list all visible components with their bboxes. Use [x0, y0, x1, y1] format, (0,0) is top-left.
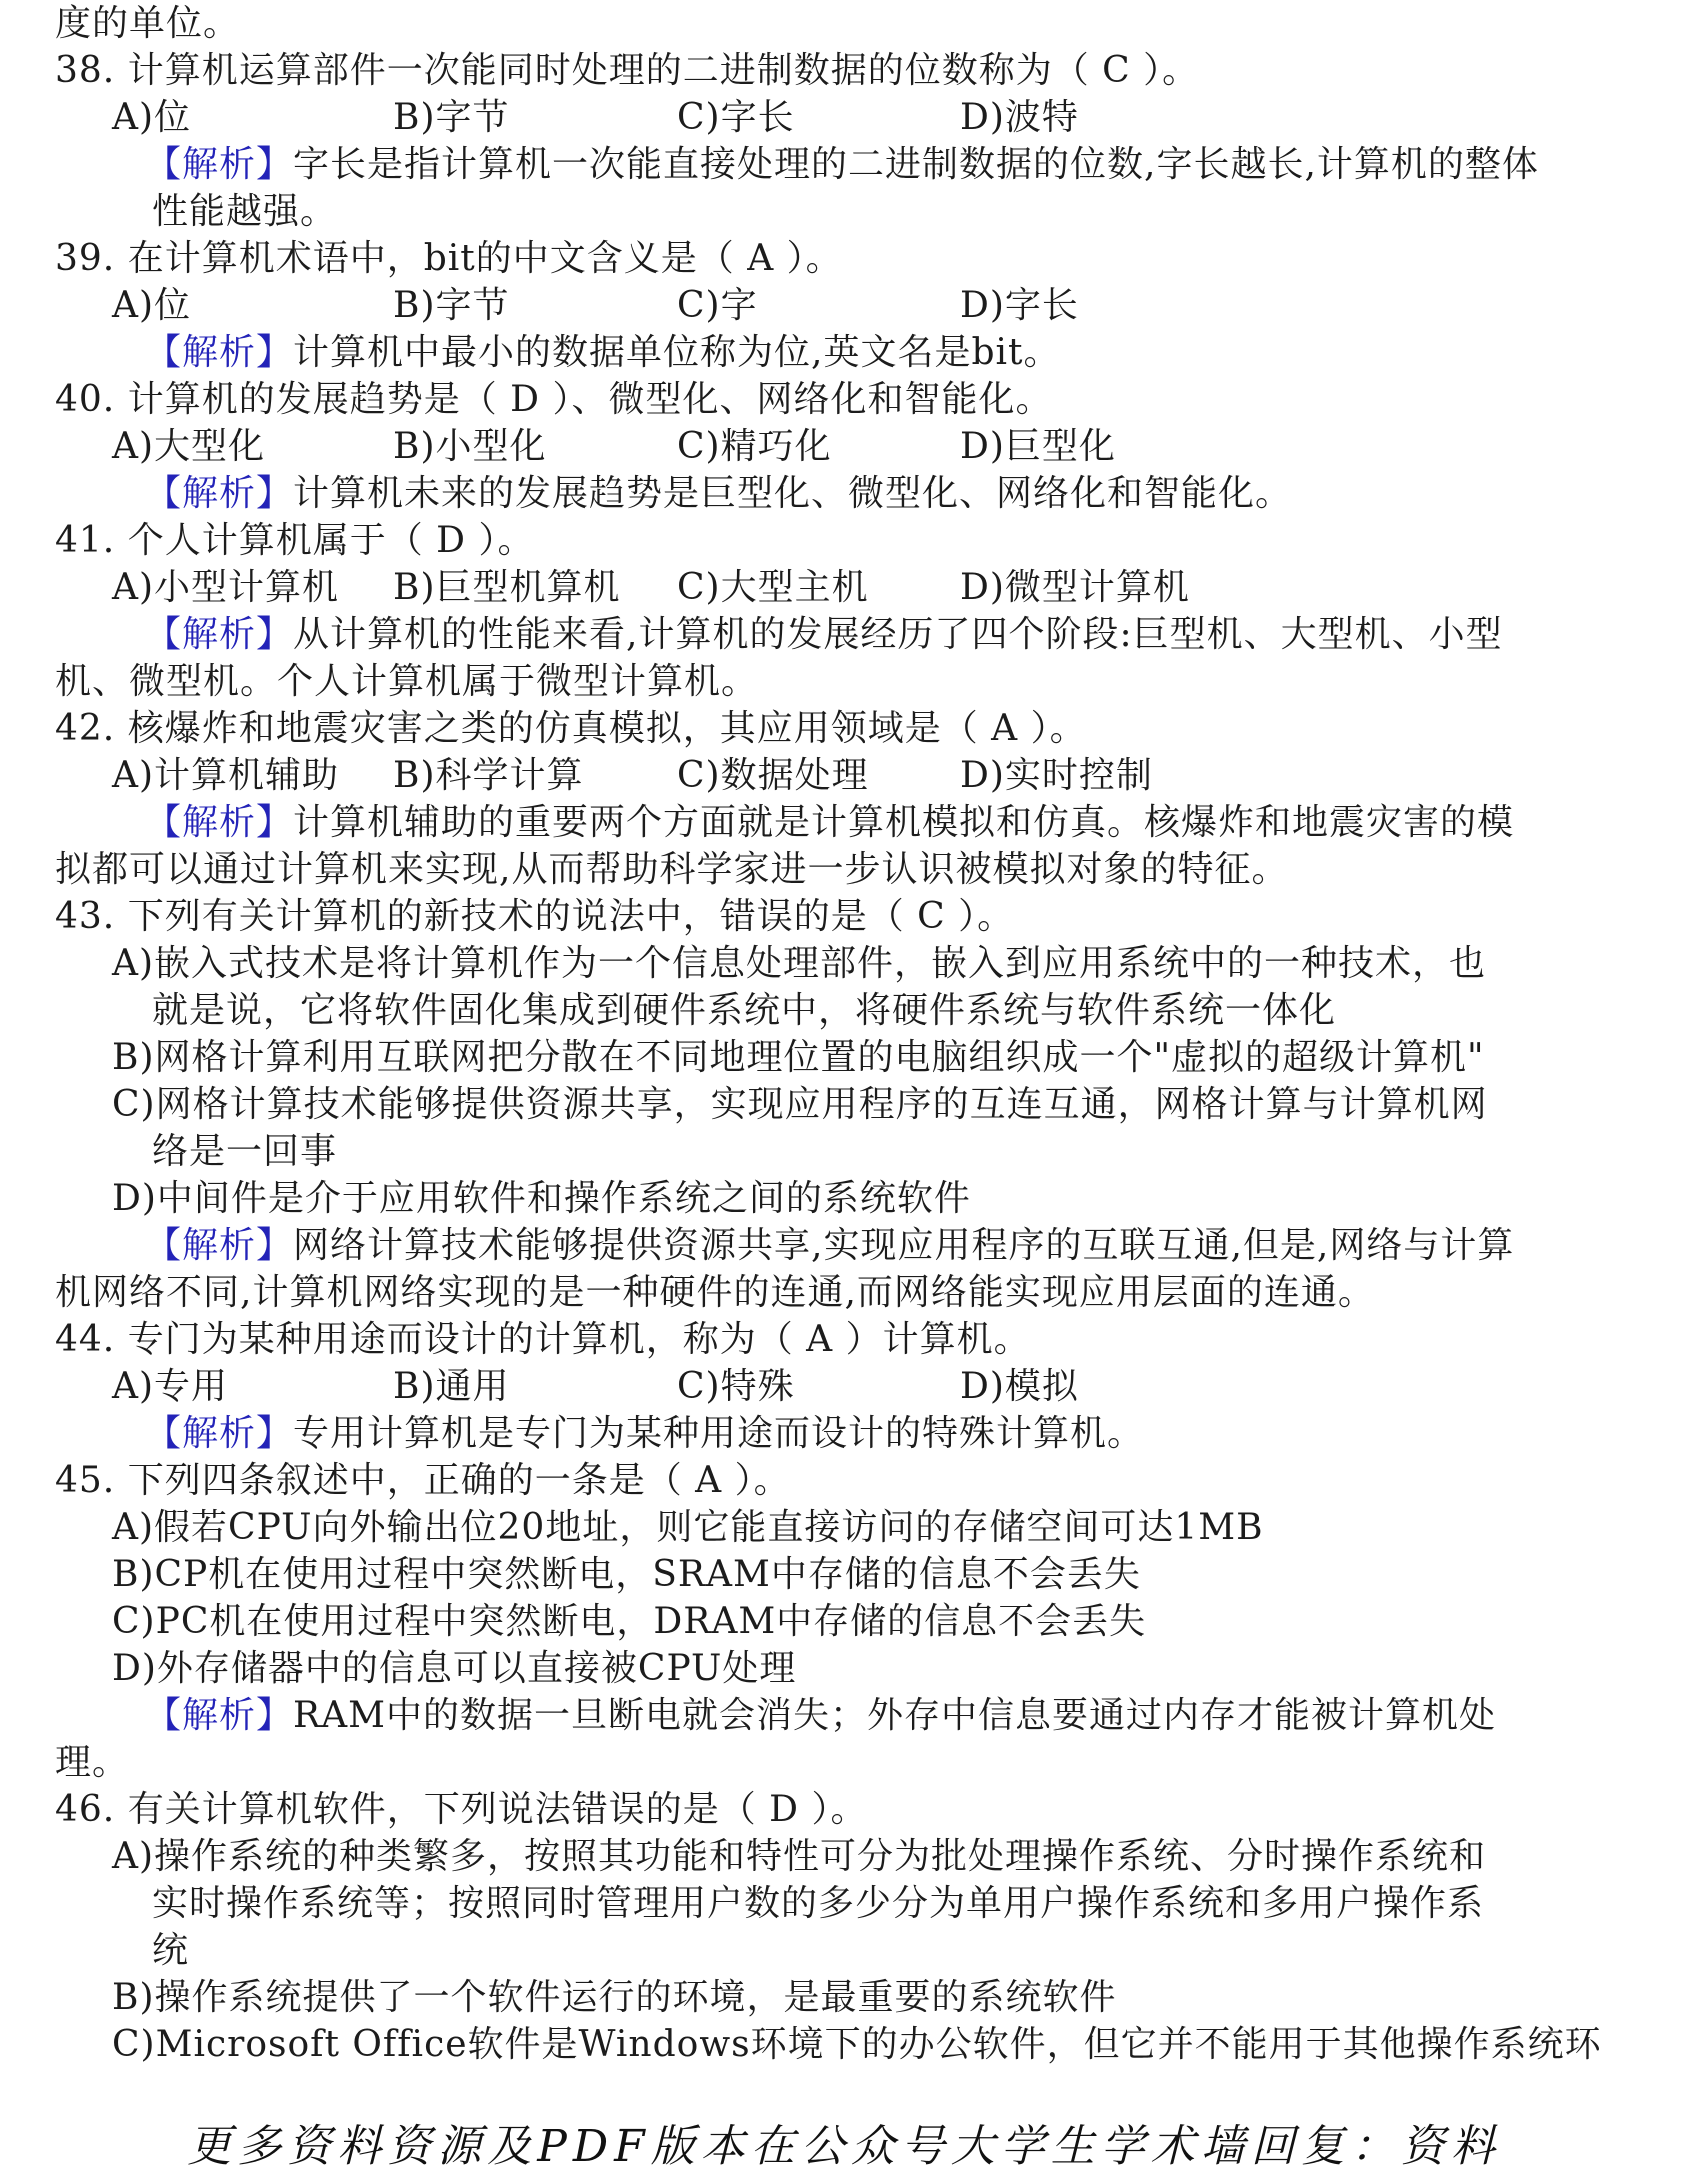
question-number: 38. [55, 50, 116, 91]
analysis-label: 【解析】 [145, 1225, 294, 1266]
question-stem: 计算机运算部件一次能同时处理的二进制数据的位数称为（ C ）。 [127, 50, 1200, 91]
footer-promo: 更多资料资源及PDF版本在公众号大学生学术墙回复：资料 [187, 2121, 1501, 2172]
analysis-text: 专用计算机是专门为某种用途而设计的特殊计算机。 [293, 1413, 1145, 1454]
question-stem: 下列四条叙述中，正确的一条是（ A ）。 [127, 1460, 791, 1501]
options-44 [0, 1363, 1688, 1410]
analysis-text: 计算机中最小的数据单位称为位,英文名是bit。 [293, 332, 1061, 373]
question-number: 42. [55, 708, 116, 749]
option-d: D)中间件是介于应用软件和操作系统之间的系统软件 [112, 1178, 971, 1219]
option-d: D)微型计算机 [960, 567, 1190, 608]
option-c-cut: C)Microsoft Office软件是Windows环境下的办公软件，但它并不能用于其他操作系统环 [112, 2024, 1602, 2065]
analysis-text: 字长是指计算机一次能直接处理的二进制数据的位数,字长越长,计算机的整体 [293, 144, 1539, 185]
option-a: A)小型计算机 [112, 567, 340, 608]
question-43 [55, 893, 1014, 940]
option-a-cont2: 统 [152, 1930, 190, 1971]
analysis-text: 计算机未来的发展趋势是巨型化、微型化、网络化和智能化。 [293, 473, 1293, 514]
question-number: 43. [55, 896, 116, 937]
options-38 [0, 94, 1688, 141]
question-46 [55, 1786, 867, 1833]
carryover-line: 度的单位。 [55, 3, 241, 44]
option-a-cont: 实时操作系统等；按照同时管理用户数的多少分为单用户操作系统和多用户操作系 [152, 1883, 1485, 1924]
question-number: 41. [55, 520, 116, 561]
option-c: C)网格计算技术能够提供资源共享，实现应用程序的互连互通，网格计算与计算机网 [112, 1084, 1488, 1125]
option-a: A)计算机辅助 [112, 755, 340, 796]
analysis-label: 【解析】 [145, 473, 294, 514]
option-b: B)字节 [393, 97, 510, 138]
options-42 [0, 752, 1688, 799]
question-42 [55, 705, 1087, 752]
question-number: 39. [55, 238, 116, 279]
question-stem: 计算机的发展趋势是（ D ）、微型化、网络化和智能化。 [127, 379, 1053, 420]
option-c: C)特殊 [677, 1366, 795, 1407]
option-b: B)网格计算利用互联网把分散在不同地理位置的电脑组织成一个"虚拟的超级计算机" [112, 1037, 1485, 1078]
analysis-45-cont: 理。 [55, 1742, 130, 1783]
option-b: B)通用 [393, 1366, 510, 1407]
question-45 [55, 1457, 791, 1504]
analysis-43-cont: 机网络不同,计算机网络实现的是一种硬件的连通,而网络能实现应用层面的连通。 [55, 1272, 1375, 1313]
question-number: 45. [55, 1460, 116, 1501]
option-a-cont: 就是说，它将软件固化集成到硬件系统中，将硬件系统与软件系统一体化 [152, 990, 1337, 1031]
option-a: A)位 [112, 285, 192, 326]
question-stem: 有关计算机软件，下列说法错误的是（ D ）。 [127, 1789, 868, 1830]
question-number: 40. [55, 379, 116, 420]
option-b: B)科学计算 [393, 755, 584, 796]
analysis-label: 【解析】 [145, 1413, 294, 1454]
analysis-45 [145, 1692, 1496, 1739]
question-stem: 专门为某种用途而设计的计算机，称为（ A ）计算机。 [127, 1319, 1031, 1360]
option-b: B)CP机在使用过程中突然断电，SRAM中存储的信息不会丢失 [112, 1554, 1141, 1595]
analysis-41-cont: 机、微型机。个人计算机属于微型计算机。 [55, 661, 759, 702]
option-b: B)操作系统提供了一个软件运行的环境，是最重要的系统软件 [112, 1977, 1117, 2018]
option-c: C)数据处理 [677, 755, 869, 796]
analysis-label: 【解析】 [145, 802, 294, 843]
option-a: A)操作系统的种类繁多，按照其功能和特性可分为批处理操作系统、分时操作系统和 [112, 1836, 1487, 1877]
option-c: C)字 [677, 285, 758, 326]
question-stem: 核爆炸和地震灾害之类的仿真模拟，其应用领域是（ A ）。 [127, 708, 1087, 749]
analysis-label: 【解析】 [145, 1695, 294, 1736]
option-c-cont: 络是一回事 [152, 1131, 338, 1172]
analysis-41 [145, 611, 1503, 658]
analysis-44 [145, 1410, 1144, 1457]
option-b: B)巨型机算机 [393, 567, 621, 608]
analysis-38 [145, 141, 1539, 188]
analysis-text: 计算机辅助的重要两个方面就是计算机模拟和仿真。核爆炸和地震灾害的模 [293, 802, 1515, 843]
option-d: D)实时控制 [960, 755, 1153, 796]
analysis-39 [145, 329, 1061, 376]
option-d: D)模拟 [960, 1366, 1079, 1407]
analysis-label: 【解析】 [145, 144, 294, 185]
analysis-42 [145, 799, 1514, 846]
question-38 [55, 47, 1199, 94]
options-39 [0, 282, 1688, 329]
analysis-38-cont: 性能越强。 [152, 191, 338, 232]
option-c: C)字长 [677, 97, 795, 138]
question-number: 44. [55, 1319, 116, 1360]
question-40 [55, 376, 1052, 423]
analysis-label: 【解析】 [145, 332, 294, 373]
analysis-label: 【解析】 [145, 614, 294, 655]
analysis-40 [145, 470, 1292, 517]
analysis-42-cont: 拟都可以通过计算机来实现,从而帮助科学家进一步认识被模拟对象的特征。 [55, 849, 1289, 890]
question-44 [55, 1316, 1031, 1363]
question-stem: 下列有关计算机的新技术的说法中，错误的是（ C ）。 [127, 896, 1015, 937]
option-d: D)波特 [960, 97, 1079, 138]
question-stem: 在计算机术语中，bit的中文含义是（ A ）。 [127, 238, 843, 279]
options-41 [0, 564, 1688, 611]
option-d: D)外存储器中的信息可以直接被CPU处理 [112, 1648, 797, 1689]
option-d: D)巨型化 [960, 426, 1116, 467]
question-number: 46. [55, 1789, 116, 1830]
option-d: D)字长 [960, 285, 1079, 326]
question-41 [55, 517, 534, 564]
option-a: A)嵌入式技术是将计算机作为一个信息处理部件，嵌入到应用系统中的一种技术，也 [112, 943, 1487, 984]
option-a: A)专用 [112, 1366, 229, 1407]
options-40 [0, 423, 1688, 470]
option-b: B)字节 [393, 285, 510, 326]
question-stem: 个人计算机属于（ D ）。 [127, 520, 535, 561]
option-a: A)大型化 [112, 426, 266, 467]
option-b: B)小型化 [393, 426, 547, 467]
option-a: A)假若CPU向外输出位20地址，则它能直接访问的存储空间可达1MB [112, 1507, 1264, 1548]
option-c: C)大型主机 [677, 567, 869, 608]
option-a: A)位 [112, 97, 192, 138]
analysis-text: RAM中的数据一旦断电就会消失；外存中信息要通过内存才能被计算机处 [293, 1695, 1496, 1736]
analysis-text: 从计算机的性能来看,计算机的发展经历了四个阶段:巨型机、大型机、小型 [293, 614, 1503, 655]
question-39 [55, 235, 843, 282]
option-c: C)精巧化 [677, 426, 832, 467]
analysis-43 [145, 1222, 1514, 1269]
analysis-text: 网络计算技术能够提供资源共享,实现应用程序的互联互通,但是,网络与计算 [293, 1225, 1515, 1266]
option-c: C)PC机在使用过程中突然断电，DRAM中存储的信息不会丢失 [112, 1601, 1147, 1642]
